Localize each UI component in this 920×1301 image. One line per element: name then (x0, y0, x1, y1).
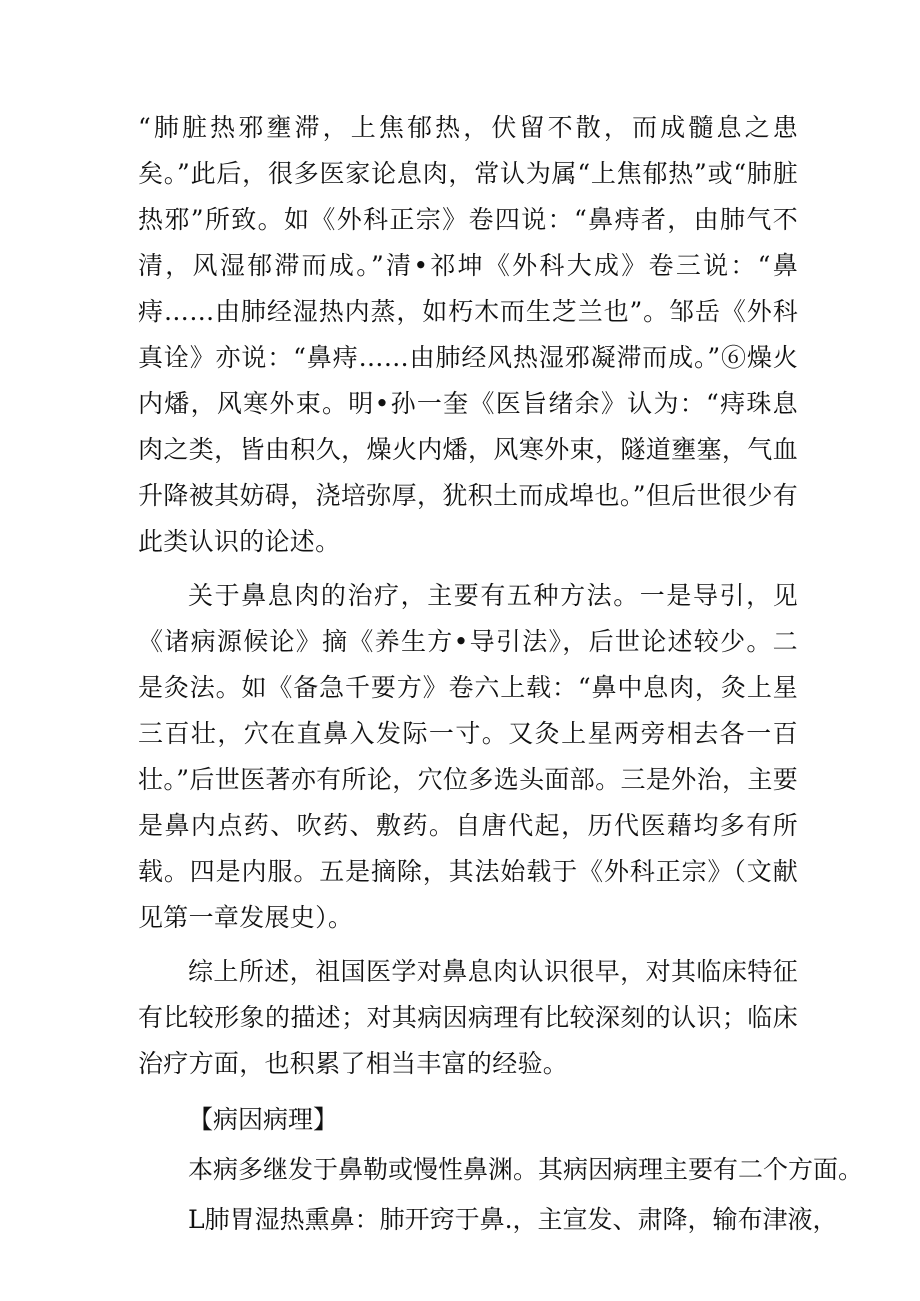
paragraph-treatment-methods: 关于鼻息肉的治疗，主要有五种方法。一是导引，见《诸病源候论》摘《养生方•导引法》，后世论述较少。二是灸法。如《备急千要方》卷六上载：“鼻中息肉，灸上星三百壮，穴在直鼻入发际一寸。又灸上星两旁相去各一百壮。”后世医著亦有所论，穴位多选头面部。三是外治，主要是鼻内点药、吹药、敷药。自唐代起，历代医藉均多有所载。四是内服。五是摘除，其法始载于《外科正宗》（文献见第一章发展史）。 (138, 581, 798, 932)
section-heading: 【病因病理】 (188, 1105, 339, 1134)
list-item-point-1: L肺胃湿热熏鼻：肺开窍于鼻.，主宣发、肃降，输布津液， (188, 1205, 838, 1234)
document-body (138, 105, 864, 1243)
paragraph-etiology-views: “肺脏热邪壅滞，上焦郁热，伏留不散，而成髓息之患矣。”此后，很多医家论息肉，常认为属“上焦郁热”或“肺脏热邪”所致。如《外科正宗》卷四说：“鼻痔者，由肺气不清，风湿郁滞而成。”清•祁坤《外科大成》卷三说：“鼻痔……由肺经湿热内蒸，如朽木而生芝兰也”。邹岳《外科真诠》亦说：“鼻痔……由肺经风热湿邪凝滞而成。”⑥燥火内燔，风寒外束。明•孙一奎《医旨绪余》认为：“痔珠息肉之类，皆由积久，燥火内燔，风寒外束，隧道壅塞，气血升降被其妨碍，浇培弥厚，犹积土而成埠也。”但后世很少有此类认识的论述。 (138, 113, 798, 556)
section-intro: 本病多继发于鼻勒或慢性鼻渊。其病因病理主要有二个方面。 (188, 1155, 864, 1184)
paragraph-summary: 综上所述，祖国医学对鼻息肉认识很早，对其临床特征有比较形象的描述；对其病因病理有比较深刻的认识；临床治疗方面，也积累了相当丰富的经验。 (138, 957, 798, 1078)
